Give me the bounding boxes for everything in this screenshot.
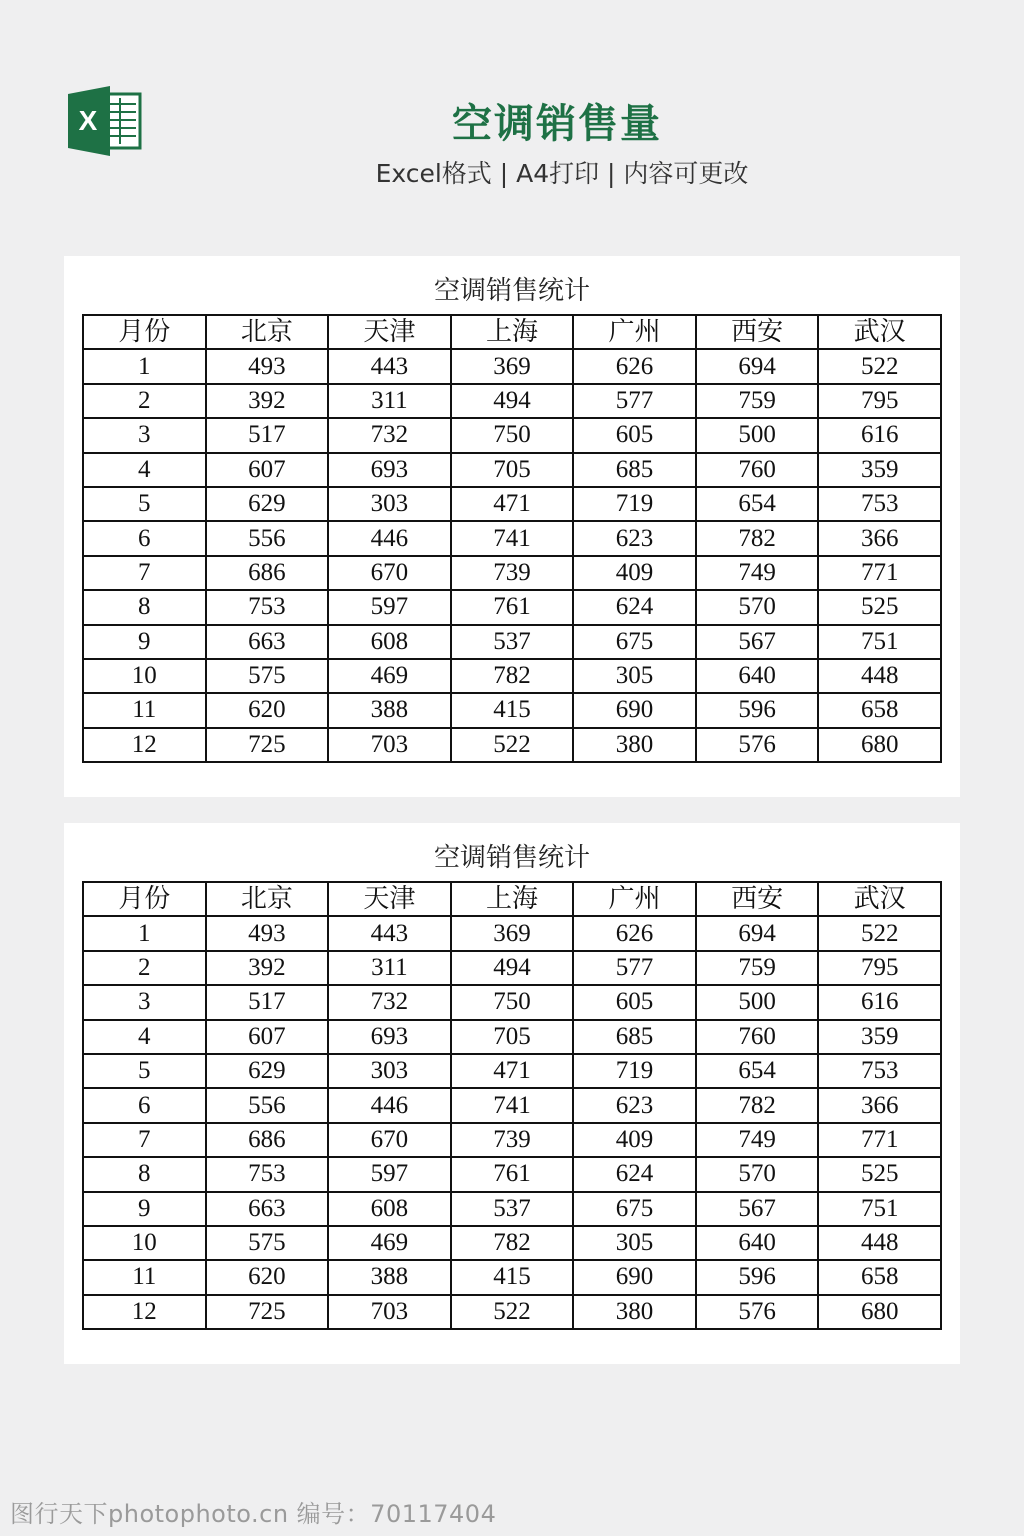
table-cell: 771: [818, 556, 941, 590]
table-cell: 607: [206, 1020, 329, 1054]
table-cell: 623: [573, 1088, 696, 1122]
table-cell: 4: [83, 453, 206, 487]
table-cell: 597: [328, 1157, 451, 1191]
table-cell: 517: [206, 985, 329, 1019]
table-cell: 567: [696, 1192, 819, 1226]
table-row: [83, 625, 941, 659]
table-cell: 654: [696, 1054, 819, 1088]
table-cell: 719: [573, 487, 696, 521]
table-header-row: [83, 882, 941, 916]
column-header: 广州: [573, 315, 696, 349]
table-cell: 670: [328, 1123, 451, 1157]
table-cell: 556: [206, 1088, 329, 1122]
table-cell: 597: [328, 590, 451, 624]
table-cell: 500: [696, 418, 819, 452]
table-row: [83, 590, 941, 624]
sheet-preview-1: [64, 256, 960, 797]
column-header: 武汉: [818, 315, 941, 349]
table-cell: 471: [451, 1054, 574, 1088]
table-row: [83, 1157, 941, 1191]
table-cell: 570: [696, 590, 819, 624]
table-cell: 607: [206, 453, 329, 487]
table-cell: 719: [573, 1054, 696, 1088]
table-cell: 366: [818, 1088, 941, 1122]
table-cell: 388: [328, 693, 451, 727]
table-cell: 753: [206, 1157, 329, 1191]
table-cell: 620: [206, 1260, 329, 1294]
table-cell: 494: [451, 951, 574, 985]
table-cell: 690: [573, 1260, 696, 1294]
table-cell: 690: [573, 693, 696, 727]
column-header: 月份: [83, 882, 206, 916]
table-cell: 670: [328, 556, 451, 590]
table-cell: 680: [818, 1295, 941, 1329]
table-cell: 577: [573, 951, 696, 985]
table-row: [83, 1192, 941, 1226]
table-row: [83, 1020, 941, 1054]
table-cell: 782: [451, 659, 574, 693]
table-cell: 369: [451, 916, 574, 950]
table-cell: 522: [451, 728, 574, 762]
table-cell: 11: [83, 693, 206, 727]
table-cell: 732: [328, 418, 451, 452]
column-header: 西安: [696, 315, 819, 349]
table-cell: 517: [206, 418, 329, 452]
table-cell: 623: [573, 521, 696, 555]
table-cell: 303: [328, 1054, 451, 1088]
table-cell: 759: [696, 951, 819, 985]
table-cell: 388: [328, 1260, 451, 1294]
table-cell: 525: [818, 1157, 941, 1191]
table-cell: 522: [818, 916, 941, 950]
table-cell: 749: [696, 556, 819, 590]
column-header: 上海: [451, 882, 574, 916]
table-row: [83, 985, 941, 1019]
table-cell: 1: [83, 916, 206, 950]
table-cell: 750: [451, 985, 574, 1019]
table-row: [83, 1226, 941, 1260]
page-subtitle: Excel格式 | A4打印 | 内容可更改: [375, 159, 749, 188]
table-row: [83, 1295, 941, 1329]
table-row: [83, 349, 941, 383]
table-cell: 732: [328, 985, 451, 1019]
table-cell: 446: [328, 1088, 451, 1122]
table-row: [83, 693, 941, 727]
column-header: 北京: [206, 315, 329, 349]
table-cell: 616: [818, 418, 941, 452]
table-cell: 658: [818, 693, 941, 727]
table-cell: 663: [206, 1192, 329, 1226]
table-cell: 380: [573, 728, 696, 762]
table-cell: 685: [573, 453, 696, 487]
table-cell: 305: [573, 659, 696, 693]
table-cell: 663: [206, 625, 329, 659]
table-row: [83, 1123, 941, 1157]
table-cell: 8: [83, 1157, 206, 1191]
table-cell: 9: [83, 1192, 206, 1226]
table-cell: 311: [328, 951, 451, 985]
table-cell: 741: [451, 1088, 574, 1122]
table-cell: 575: [206, 1226, 329, 1260]
table-cell: 703: [328, 728, 451, 762]
table-cell: 500: [696, 985, 819, 1019]
watermark-text: 图行天下photophoto.cn 编号：70117404: [10, 1500, 497, 1528]
sales-table: [82, 881, 942, 1330]
table-cell: 359: [818, 1020, 941, 1054]
table-cell: 6: [83, 521, 206, 555]
table-row: [83, 418, 941, 452]
table-cell: 570: [696, 1157, 819, 1191]
table-cell: 753: [206, 590, 329, 624]
table-cell: 693: [328, 453, 451, 487]
column-header: 广州: [573, 882, 696, 916]
table-cell: 761: [451, 1157, 574, 1191]
table-cell: 7: [83, 556, 206, 590]
table-cell: 303: [328, 487, 451, 521]
table-cell: 415: [451, 1260, 574, 1294]
table-cell: 675: [573, 625, 696, 659]
table-cell: 761: [451, 590, 574, 624]
table-cell: 366: [818, 521, 941, 555]
table-cell: 415: [451, 693, 574, 727]
column-header: 武汉: [818, 882, 941, 916]
table-cell: 2: [83, 951, 206, 985]
table-cell: 471: [451, 487, 574, 521]
table-cell: 493: [206, 916, 329, 950]
table-cell: 751: [818, 625, 941, 659]
table-cell: 576: [696, 728, 819, 762]
table-cell: 760: [696, 453, 819, 487]
table-cell: 750: [451, 418, 574, 452]
table-cell: 686: [206, 556, 329, 590]
table-cell: 771: [818, 1123, 941, 1157]
table-cell: 446: [328, 521, 451, 555]
table-cell: 7: [83, 1123, 206, 1157]
table-cell: 6: [83, 1088, 206, 1122]
table-cell: 751: [818, 1192, 941, 1226]
table-cell: 469: [328, 1226, 451, 1260]
table-cell: 448: [818, 1226, 941, 1260]
table-cell: 640: [696, 1226, 819, 1260]
table-cell: 575: [206, 659, 329, 693]
table-cell: 12: [83, 1295, 206, 1329]
table-cell: 705: [451, 1020, 574, 1054]
table-cell: 675: [573, 1192, 696, 1226]
table-cell: 5: [83, 1054, 206, 1088]
table-cell: 10: [83, 659, 206, 693]
sheet-title: 空调销售统计: [433, 276, 590, 306]
table-cell: 493: [206, 349, 329, 383]
table-cell: 782: [696, 1088, 819, 1122]
table-cell: 11: [83, 1260, 206, 1294]
svg-text:X: X: [78, 105, 98, 136]
table-row: [83, 728, 941, 762]
table-cell: 1: [83, 349, 206, 383]
table-row: [83, 453, 941, 487]
table-cell: 626: [573, 349, 696, 383]
table-cell: 3: [83, 985, 206, 1019]
table-cell: 795: [818, 951, 941, 985]
table-cell: 795: [818, 384, 941, 418]
table-cell: 705: [451, 453, 574, 487]
table-row: [83, 1088, 941, 1122]
table-cell: 537: [451, 625, 574, 659]
table-cell: 739: [451, 556, 574, 590]
table-cell: 8: [83, 590, 206, 624]
table-cell: 596: [696, 693, 819, 727]
sales-table: [82, 314, 942, 763]
table-cell: 605: [573, 418, 696, 452]
table-cell: 596: [696, 1260, 819, 1294]
table-cell: 12: [83, 728, 206, 762]
table-row: [83, 951, 941, 985]
table-viewport: [82, 881, 944, 1347]
table-cell: 725: [206, 728, 329, 762]
table-cell: 567: [696, 625, 819, 659]
table-cell: 359: [818, 453, 941, 487]
table-cell: 725: [206, 1295, 329, 1329]
column-header: 北京: [206, 882, 329, 916]
table-cell: 392: [206, 384, 329, 418]
table-cell: 5: [83, 487, 206, 521]
table-cell: 522: [451, 1295, 574, 1329]
table-cell: 782: [451, 1226, 574, 1260]
table-row: [83, 1260, 941, 1294]
table-cell: 443: [328, 916, 451, 950]
table-row: [83, 1054, 941, 1088]
table-cell: 10: [83, 1226, 206, 1260]
table-row: [83, 521, 941, 555]
table-cell: 741: [451, 521, 574, 555]
table-cell: 685: [573, 1020, 696, 1054]
table-header-row: [83, 315, 941, 349]
column-header: 天津: [328, 882, 451, 916]
table-cell: 624: [573, 590, 696, 624]
table-cell: 576: [696, 1295, 819, 1329]
table-row: [83, 487, 941, 521]
table-cell: 654: [696, 487, 819, 521]
table-cell: 782: [696, 521, 819, 555]
column-header: 天津: [328, 315, 451, 349]
table-cell: 759: [696, 384, 819, 418]
table-cell: 469: [328, 659, 451, 693]
table-cell: 624: [573, 1157, 696, 1191]
table-cell: 522: [818, 349, 941, 383]
table-cell: 409: [573, 556, 696, 590]
table-cell: 537: [451, 1192, 574, 1226]
table-cell: 3: [83, 418, 206, 452]
table-row: [83, 916, 941, 950]
table-viewport: [82, 314, 944, 780]
sheet-preview-2: [64, 823, 960, 1364]
table-cell: 577: [573, 384, 696, 418]
table-cell: 311: [328, 384, 451, 418]
table-cell: 693: [328, 1020, 451, 1054]
table-cell: 616: [818, 985, 941, 1019]
table-cell: 605: [573, 985, 696, 1019]
table-cell: 686: [206, 1123, 329, 1157]
table-cell: 640: [696, 659, 819, 693]
table-cell: 525: [818, 590, 941, 624]
table-cell: 409: [573, 1123, 696, 1157]
table-cell: 694: [696, 916, 819, 950]
table-cell: 380: [573, 1295, 696, 1329]
column-header: 上海: [451, 315, 574, 349]
table-row: [83, 659, 941, 693]
table-cell: 305: [573, 1226, 696, 1260]
table-cell: 694: [696, 349, 819, 383]
table-cell: 629: [206, 487, 329, 521]
table-cell: 739: [451, 1123, 574, 1157]
table-row: [83, 384, 941, 418]
table-cell: 2: [83, 384, 206, 418]
table-cell: 753: [818, 487, 941, 521]
table-cell: 443: [328, 349, 451, 383]
page-title: 空调销售量: [452, 101, 662, 147]
table-cell: 629: [206, 1054, 329, 1088]
table-cell: 703: [328, 1295, 451, 1329]
table-cell: 4: [83, 1020, 206, 1054]
table-cell: 753: [818, 1054, 941, 1088]
table-cell: 494: [451, 384, 574, 418]
table-cell: 556: [206, 521, 329, 555]
table-cell: 369: [451, 349, 574, 383]
table-cell: 760: [696, 1020, 819, 1054]
table-cell: 608: [328, 1192, 451, 1226]
table-cell: 392: [206, 951, 329, 985]
table-cell: 749: [696, 1123, 819, 1157]
table-cell: 608: [328, 625, 451, 659]
table-cell: 620: [206, 693, 329, 727]
table-cell: 658: [818, 1260, 941, 1294]
table-cell: 680: [818, 728, 941, 762]
table-cell: 448: [818, 659, 941, 693]
table-cell: 9: [83, 625, 206, 659]
column-header: 西安: [696, 882, 819, 916]
column-header: 月份: [83, 315, 206, 349]
table-cell: 626: [573, 916, 696, 950]
table-row: [83, 556, 941, 590]
sheet-title: 空调销售统计: [433, 843, 590, 873]
